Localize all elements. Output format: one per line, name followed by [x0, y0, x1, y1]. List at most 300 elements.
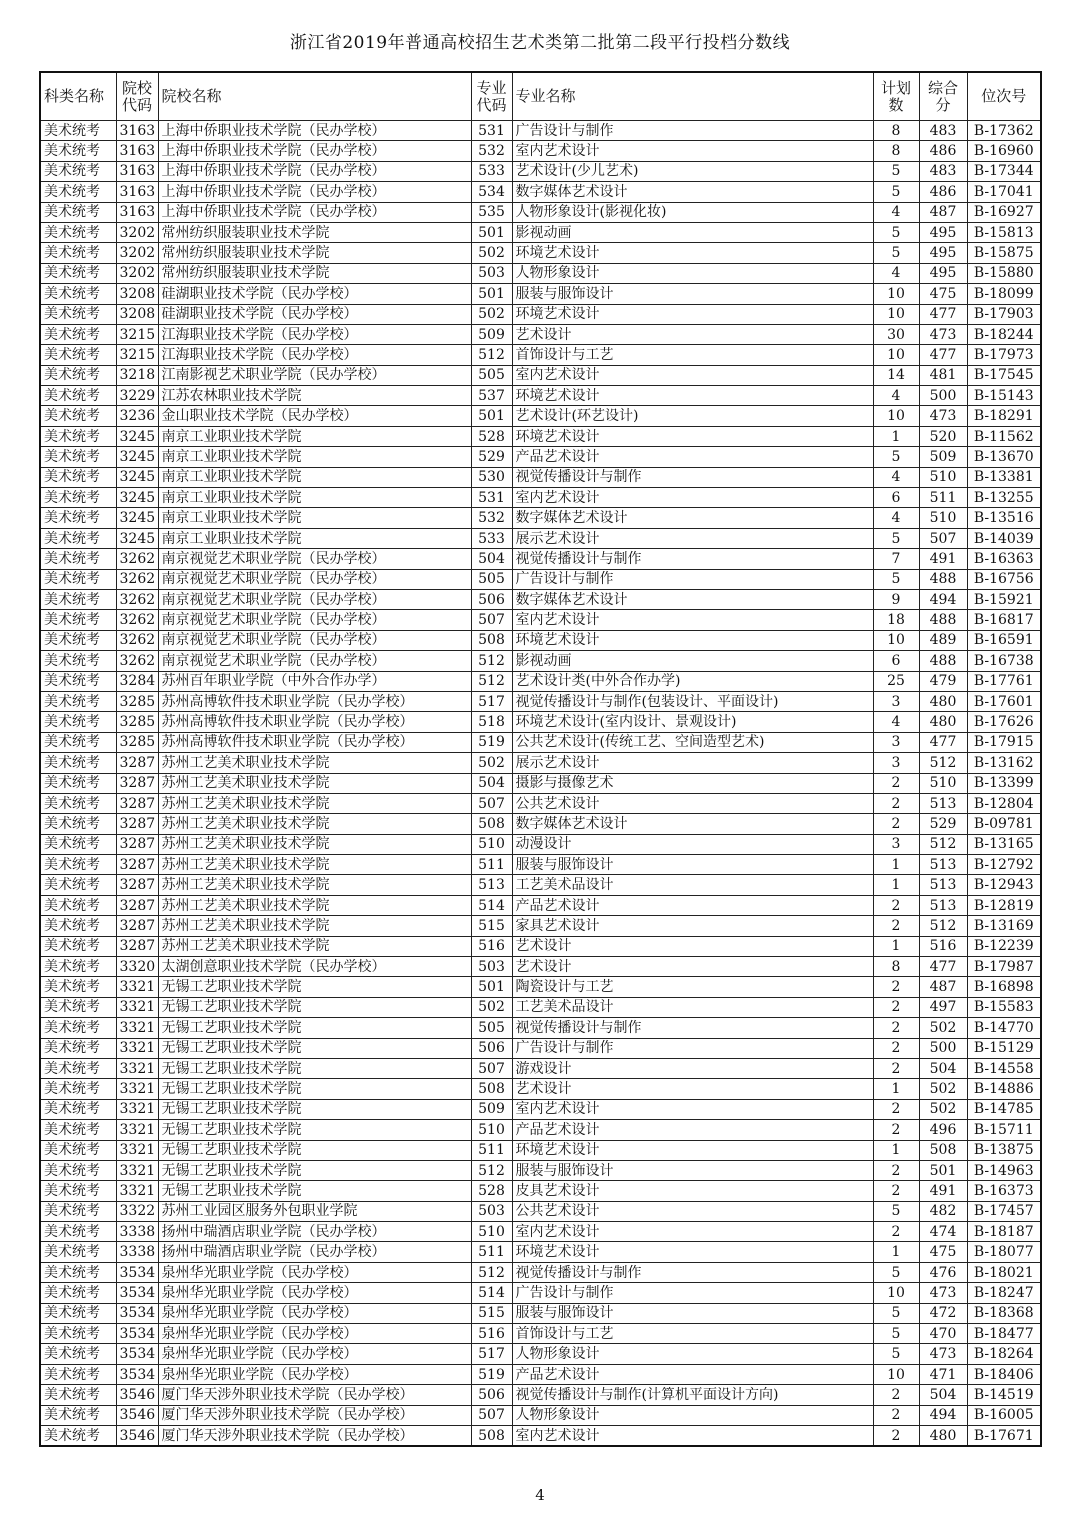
cell-major-name: 公共艺术设计 — [512, 793, 873, 813]
cell-score: 470 — [919, 1324, 967, 1344]
cell-rank: B-18247 — [967, 1283, 1041, 1303]
cell-major-code: 502 — [471, 304, 512, 324]
cell-rank: B-17362 — [967, 121, 1041, 141]
cell-major-name: 环境艺术设计 — [512, 1140, 873, 1160]
cell-school-code: 3215 — [116, 324, 158, 344]
cell-major-name: 影视动画 — [512, 651, 873, 671]
cell-major-code: 535 — [471, 202, 512, 222]
cell-plan: 6 — [873, 651, 919, 671]
cell-category: 美术统考 — [40, 1426, 116, 1447]
cell-major-code: 511 — [471, 1140, 512, 1160]
cell-category: 美术统考 — [40, 895, 116, 915]
cell-rank: B-14785 — [967, 1099, 1041, 1119]
cell-category: 美术统考 — [40, 549, 116, 569]
cell-rank: B-18187 — [967, 1222, 1041, 1242]
cell-school-name: 无锡工艺职业技术学院 — [158, 1099, 471, 1119]
cell-rank: B-14558 — [967, 1058, 1041, 1078]
table-row — [40, 712, 1041, 732]
cell-school-code: 3322 — [116, 1201, 158, 1221]
cell-school-name: 无锡工艺职业技术学院 — [158, 1160, 471, 1180]
cell-category: 美术统考 — [40, 977, 116, 997]
cell-school-code: 3321 — [116, 1120, 158, 1140]
cell-category: 美术统考 — [40, 1099, 116, 1119]
cell-score: 520 — [919, 426, 967, 446]
cell-plan: 2 — [873, 1222, 919, 1242]
cell-major-code: 504 — [471, 549, 512, 569]
cell-category: 美术统考 — [40, 610, 116, 630]
cell-school-code: 3287 — [116, 916, 158, 936]
cell-plan: 2 — [873, 977, 919, 997]
cell-score: 513 — [919, 793, 967, 813]
table-row — [40, 121, 1041, 141]
cell-school-code: 3546 — [116, 1405, 158, 1425]
table-row — [40, 1426, 1041, 1447]
cell-major-code: 506 — [471, 1385, 512, 1405]
cell-score: 512 — [919, 916, 967, 936]
cell-major-code: 532 — [471, 141, 512, 161]
cell-school-code: 3546 — [116, 1385, 158, 1405]
cell-major-code: 501 — [471, 406, 512, 426]
cell-rank: B-18406 — [967, 1364, 1041, 1384]
cell-category: 美术统考 — [40, 916, 116, 936]
table-row — [40, 589, 1041, 609]
cell-school-name: 苏州高博软件技术职业学院（民办学校） — [158, 691, 471, 711]
cell-plan: 1 — [873, 936, 919, 956]
cell-category: 美术统考 — [40, 304, 116, 324]
cell-major-code: 518 — [471, 712, 512, 732]
cell-major-name: 数字媒体艺术设计 — [512, 589, 873, 609]
cell-major-name: 公共艺术设计(传统工艺、空间造型艺术) — [512, 732, 873, 752]
header-school-name: 院校名称 — [158, 72, 471, 121]
cell-plan: 6 — [873, 488, 919, 508]
cell-plan: 2 — [873, 1038, 919, 1058]
cell-major-code: 528 — [471, 1181, 512, 1201]
cell-major-name: 人物形象设计 — [512, 1344, 873, 1364]
cell-rank: B-11562 — [967, 426, 1041, 446]
header-school-code-label: 院校 代码 — [121, 78, 152, 114]
cell-major-name: 服装与服饰设计 — [512, 284, 873, 304]
cell-score: 508 — [919, 1140, 967, 1160]
admission-score-table — [39, 71, 1042, 1447]
cell-school-code: 3534 — [116, 1324, 158, 1344]
cell-school-code: 3245 — [116, 426, 158, 446]
cell-major-code: 517 — [471, 1344, 512, 1364]
cell-rank: B-17987 — [967, 957, 1041, 977]
cell-major-code: 502 — [471, 997, 512, 1017]
cell-category: 美术统考 — [40, 712, 116, 732]
cell-school-name: 南京工业职业技术学院 — [158, 426, 471, 446]
cell-school-name: 苏州高博软件技术职业学院（民办学校） — [158, 712, 471, 732]
cell-major-name: 陶瓷设计与工艺 — [512, 977, 873, 997]
cell-school-code: 3534 — [116, 1283, 158, 1303]
cell-score: 491 — [919, 1181, 967, 1201]
cell-major-code: 512 — [471, 1262, 512, 1282]
cell-major-code: 503 — [471, 263, 512, 283]
cell-score: 497 — [919, 997, 967, 1017]
cell-major-code: 519 — [471, 1364, 512, 1384]
cell-major-name: 动漫设计 — [512, 834, 873, 854]
cell-plan: 5 — [873, 528, 919, 548]
cell-school-name: 常州纺织服装职业技术学院 — [158, 243, 471, 263]
table-row — [40, 1344, 1041, 1364]
cell-plan: 10 — [873, 345, 919, 365]
cell-major-name: 工艺美术品设计 — [512, 875, 873, 895]
cell-category: 美术统考 — [40, 263, 116, 283]
cell-school-name: 扬州中瑞酒店职业学院（民办学校） — [158, 1242, 471, 1262]
cell-school-name: 苏州百年职业学院（中外合作办学） — [158, 671, 471, 691]
cell-school-code: 3534 — [116, 1303, 158, 1323]
cell-plan: 2 — [873, 1058, 919, 1078]
cell-plan: 10 — [873, 630, 919, 650]
cell-score: 510 — [919, 773, 967, 793]
cell-school-name: 无锡工艺职业技术学院 — [158, 1018, 471, 1038]
cell-rank: B-13381 — [967, 467, 1041, 487]
table-row — [40, 997, 1041, 1017]
cell-school-code: 3321 — [116, 1099, 158, 1119]
cell-major-code: 506 — [471, 1038, 512, 1058]
cell-school-code: 3229 — [116, 386, 158, 406]
cell-major-name: 环境艺术设计 — [512, 243, 873, 263]
cell-school-code: 3534 — [116, 1344, 158, 1364]
cell-school-code: 3285 — [116, 691, 158, 711]
cell-school-code: 3262 — [116, 651, 158, 671]
table-row — [40, 365, 1041, 385]
cell-major-code: 503 — [471, 957, 512, 977]
cell-major-code: 507 — [471, 610, 512, 630]
cell-school-name: 泉州华光职业学院（民办学校） — [158, 1344, 471, 1364]
cell-major-name: 室内艺术设计 — [512, 1426, 873, 1447]
cell-plan: 5 — [873, 182, 919, 202]
cell-major-code: 502 — [471, 753, 512, 773]
cell-score: 491 — [919, 549, 967, 569]
cell-score: 481 — [919, 365, 967, 385]
cell-major-code: 508 — [471, 630, 512, 650]
cell-score: 483 — [919, 121, 967, 141]
table-row — [40, 610, 1041, 630]
cell-major-code: 510 — [471, 1222, 512, 1242]
cell-school-name: 江海职业技术学院（民办学校） — [158, 324, 471, 344]
cell-plan: 30 — [873, 324, 919, 344]
cell-score: 473 — [919, 406, 967, 426]
cell-school-code: 3215 — [116, 345, 158, 365]
cell-school-code: 3285 — [116, 732, 158, 752]
cell-category: 美术统考 — [40, 1160, 116, 1180]
cell-rank: B-15880 — [967, 263, 1041, 283]
cell-category: 美术统考 — [40, 1201, 116, 1221]
cell-rank: B-14770 — [967, 1018, 1041, 1038]
cell-major-code: 508 — [471, 814, 512, 834]
cell-school-code: 3245 — [116, 508, 158, 528]
cell-category: 美术统考 — [40, 793, 116, 813]
cell-plan: 4 — [873, 386, 919, 406]
cell-major-name: 艺术设计 — [512, 324, 873, 344]
header-plan — [873, 72, 919, 121]
cell-category: 美术统考 — [40, 528, 116, 548]
cell-score: 488 — [919, 610, 967, 630]
cell-school-name: 南京工业职业技术学院 — [158, 528, 471, 548]
cell-category: 美术统考 — [40, 406, 116, 426]
cell-school-code: 3534 — [116, 1364, 158, 1384]
cell-score: 500 — [919, 1038, 967, 1058]
cell-category: 美术统考 — [40, 121, 116, 141]
cell-school-name: 泉州华光职业学院（民办学校） — [158, 1364, 471, 1384]
cell-major-code: 507 — [471, 793, 512, 813]
table-row — [40, 508, 1041, 528]
cell-school-code: 3338 — [116, 1222, 158, 1242]
cell-score: 500 — [919, 386, 967, 406]
cell-score: 507 — [919, 528, 967, 548]
cell-category: 美术统考 — [40, 386, 116, 406]
table-row — [40, 1324, 1041, 1344]
cell-major-name: 展示艺术设计 — [512, 753, 873, 773]
cell-score: 475 — [919, 1242, 967, 1262]
cell-major-name: 人物形象设计 — [512, 263, 873, 283]
table-row — [40, 222, 1041, 242]
cell-major-name: 环境艺术设计 — [512, 386, 873, 406]
cell-score: 480 — [919, 712, 967, 732]
cell-category: 美术统考 — [40, 1079, 116, 1099]
cell-category: 美术统考 — [40, 222, 116, 242]
cell-plan: 1 — [873, 1140, 919, 1160]
table-row — [40, 1303, 1041, 1323]
cell-major-name: 广告设计与制作 — [512, 1283, 873, 1303]
cell-school-code: 3287 — [116, 936, 158, 956]
table-row — [40, 345, 1041, 365]
cell-score: 477 — [919, 957, 967, 977]
table-row — [40, 691, 1041, 711]
cell-major-name: 工艺美术品设计 — [512, 997, 873, 1017]
cell-major-name: 视觉传播设计与制作 — [512, 1018, 873, 1038]
cell-major-code: 510 — [471, 834, 512, 854]
cell-school-code: 3287 — [116, 875, 158, 895]
cell-category: 美术统考 — [40, 1181, 116, 1201]
cell-major-code: 510 — [471, 1120, 512, 1140]
table-row — [40, 406, 1041, 426]
table-row — [40, 304, 1041, 324]
cell-score: 529 — [919, 814, 967, 834]
cell-score: 483 — [919, 161, 967, 181]
table-row — [40, 263, 1041, 283]
cell-school-code: 3245 — [116, 488, 158, 508]
cell-rank: B-12943 — [967, 875, 1041, 895]
cell-category: 美术统考 — [40, 957, 116, 977]
cell-school-code: 3163 — [116, 161, 158, 181]
cell-category: 美术统考 — [40, 651, 116, 671]
cell-school-name: 金山职业技术学院（民办学校） — [158, 406, 471, 426]
cell-plan: 5 — [873, 1344, 919, 1364]
cell-major-code: 501 — [471, 222, 512, 242]
table-row — [40, 977, 1041, 997]
cell-rank: B-14963 — [967, 1160, 1041, 1180]
cell-major-name: 展示艺术设计 — [512, 528, 873, 548]
cell-major-name: 家具艺术设计 — [512, 916, 873, 936]
cell-school-code: 3284 — [116, 671, 158, 691]
cell-plan: 3 — [873, 691, 919, 711]
cell-plan: 1 — [873, 875, 919, 895]
cell-school-name: 苏州工艺美术职业技术学院 — [158, 936, 471, 956]
cell-school-name: 南京工业职业技术学院 — [158, 467, 471, 487]
cell-major-code: 512 — [471, 651, 512, 671]
cell-school-name: 无锡工艺职业技术学院 — [158, 1079, 471, 1099]
cell-major-name: 视觉传播设计与制作(计算机平面设计方向) — [512, 1385, 873, 1405]
cell-score: 510 — [919, 508, 967, 528]
cell-rank: B-13670 — [967, 447, 1041, 467]
cell-school-name: 上海中侨职业技术学院（民办学校） — [158, 121, 471, 141]
cell-score: 513 — [919, 875, 967, 895]
cell-plan: 5 — [873, 243, 919, 263]
cell-plan: 4 — [873, 263, 919, 283]
cell-school-code: 3287 — [116, 793, 158, 813]
cell-score: 489 — [919, 630, 967, 650]
cell-plan: 10 — [873, 1283, 919, 1303]
cell-score: 516 — [919, 936, 967, 956]
cell-plan: 2 — [873, 895, 919, 915]
cell-plan: 5 — [873, 447, 919, 467]
cell-school-name: 无锡工艺职业技术学院 — [158, 1058, 471, 1078]
table-row — [40, 182, 1041, 202]
cell-major-name: 艺术设计 — [512, 936, 873, 956]
cell-category: 美术统考 — [40, 691, 116, 711]
table-row — [40, 528, 1041, 548]
cell-category: 美术统考 — [40, 834, 116, 854]
table-row — [40, 1201, 1041, 1221]
cell-rank: B-17601 — [967, 691, 1041, 711]
cell-score: 480 — [919, 1426, 967, 1447]
table-row — [40, 916, 1041, 936]
cell-score: 472 — [919, 1303, 967, 1323]
cell-plan: 1 — [873, 1079, 919, 1099]
table-row — [40, 793, 1041, 813]
table-row — [40, 467, 1041, 487]
header-major-code-label: 专业 代码 — [476, 78, 507, 114]
cell-rank: B-17344 — [967, 161, 1041, 181]
table-row — [40, 386, 1041, 406]
cell-school-code: 3321 — [116, 1181, 158, 1201]
cell-rank: B-18244 — [967, 324, 1041, 344]
cell-category: 美术统考 — [40, 488, 116, 508]
cell-score: 486 — [919, 141, 967, 161]
cell-category: 美术统考 — [40, 1303, 116, 1323]
cell-category: 美术统考 — [40, 345, 116, 365]
cell-major-name: 广告设计与制作 — [512, 121, 873, 141]
cell-major-code: 515 — [471, 1303, 512, 1323]
cell-major-code: 508 — [471, 1426, 512, 1447]
cell-plan: 1 — [873, 426, 919, 446]
cell-major-code: 509 — [471, 324, 512, 344]
cell-school-name: 苏州工艺美术职业技术学院 — [158, 916, 471, 936]
cell-major-name: 服装与服饰设计 — [512, 1160, 873, 1180]
cell-rank: B-17671 — [967, 1426, 1041, 1447]
cell-major-name: 数字媒体艺术设计 — [512, 182, 873, 202]
header-major-code — [471, 72, 512, 121]
table-row — [40, 1283, 1041, 1303]
cell-major-code: 504 — [471, 773, 512, 793]
cell-major-code: 507 — [471, 1058, 512, 1078]
cell-plan: 10 — [873, 304, 919, 324]
cell-score: 487 — [919, 202, 967, 222]
cell-major-name: 公共艺术设计 — [512, 1201, 873, 1221]
table-row — [40, 243, 1041, 263]
cell-score: 502 — [919, 1099, 967, 1119]
table-row — [40, 732, 1041, 752]
cell-school-code: 3202 — [116, 263, 158, 283]
cell-school-code: 3245 — [116, 528, 158, 548]
table-row — [40, 1181, 1041, 1201]
cell-school-name: 南京视觉艺术职业学院（民办学校） — [158, 630, 471, 650]
cell-school-name: 南京视觉艺术职业学院（民办学校） — [158, 651, 471, 671]
cell-major-name: 广告设计与制作 — [512, 569, 873, 589]
cell-plan: 25 — [873, 671, 919, 691]
cell-school-code: 3163 — [116, 141, 158, 161]
cell-rank: B-16738 — [967, 651, 1041, 671]
cell-plan: 2 — [873, 1018, 919, 1038]
cell-rank: B-15711 — [967, 1120, 1041, 1140]
cell-major-name: 艺术设计 — [512, 957, 873, 977]
table-row — [40, 1099, 1041, 1119]
cell-category: 美术统考 — [40, 671, 116, 691]
cell-school-name: 江海职业技术学院（民办学校） — [158, 345, 471, 365]
header-plan-label: 计划 数 — [880, 78, 911, 114]
table-row — [40, 957, 1041, 977]
header-school-code — [116, 72, 158, 121]
cell-major-code: 528 — [471, 426, 512, 446]
cell-major-code: 512 — [471, 671, 512, 691]
cell-major-name: 影视动画 — [512, 222, 873, 242]
cell-school-name: 南京视觉艺术职业学院（民办学校） — [158, 569, 471, 589]
cell-school-name: 泉州华光职业学院（民办学校） — [158, 1324, 471, 1344]
cell-school-name: 苏州工艺美术职业技术学院 — [158, 773, 471, 793]
cell-school-name: 硅湖职业技术学院（民办学校） — [158, 284, 471, 304]
cell-school-code: 3287 — [116, 773, 158, 793]
cell-rank: B-17915 — [967, 732, 1041, 752]
table-row — [40, 324, 1041, 344]
cell-rank: B-12239 — [967, 936, 1041, 956]
cell-score: 494 — [919, 1405, 967, 1425]
cell-major-name: 首饰设计与工艺 — [512, 1324, 873, 1344]
cell-school-name: 苏州工艺美术职业技术学院 — [158, 753, 471, 773]
cell-major-code: 529 — [471, 447, 512, 467]
cell-major-code: 501 — [471, 284, 512, 304]
cell-rank: B-15583 — [967, 997, 1041, 1017]
cell-score: 477 — [919, 304, 967, 324]
cell-rank: B-15143 — [967, 386, 1041, 406]
cell-plan: 10 — [873, 406, 919, 426]
cell-score: 473 — [919, 324, 967, 344]
cell-plan: 2 — [873, 814, 919, 834]
cell-major-code: 505 — [471, 1018, 512, 1038]
cell-school-name: 南京工业职业技术学院 — [158, 508, 471, 528]
cell-school-name: 南京工业职业技术学院 — [158, 447, 471, 467]
cell-rank: B-14039 — [967, 528, 1041, 548]
cell-major-code: 511 — [471, 1242, 512, 1262]
cell-plan: 2 — [873, 916, 919, 936]
cell-major-name: 室内艺术设计 — [512, 1099, 873, 1119]
cell-rank: B-17041 — [967, 182, 1041, 202]
cell-school-name: 苏州工艺美术职业技术学院 — [158, 895, 471, 915]
cell-major-code: 530 — [471, 467, 512, 487]
cell-major-name: 服装与服饰设计 — [512, 1303, 873, 1323]
cell-plan: 5 — [873, 1303, 919, 1323]
cell-major-code: 533 — [471, 528, 512, 548]
cell-rank: B-13399 — [967, 773, 1041, 793]
cell-school-code: 3320 — [116, 957, 158, 977]
cell-plan: 8 — [873, 121, 919, 141]
cell-plan: 2 — [873, 773, 919, 793]
cell-major-name: 环境艺术设计 — [512, 1242, 873, 1262]
cell-school-name: 泉州华光职业学院（民办学校） — [158, 1262, 471, 1282]
cell-score: 510 — [919, 467, 967, 487]
cell-rank: B-14519 — [967, 1385, 1041, 1405]
